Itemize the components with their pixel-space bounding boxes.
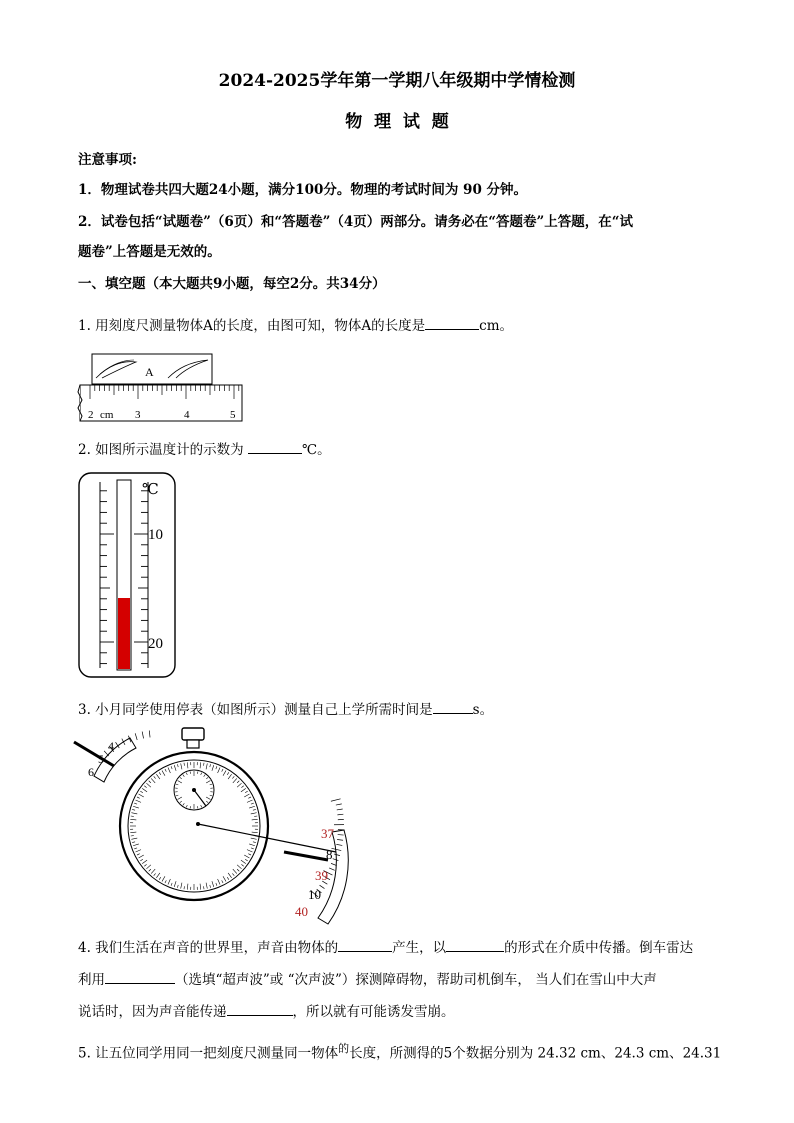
second-zoom-label-40: 40 [295,904,308,919]
q3-text-b: s。 [472,702,494,718]
q4-text-1a: 4. 我们生活在声音的世界里，声音由物体的 [78,940,339,956]
second-zoom-label-39: 39 [315,868,328,883]
thermometer-figure [78,472,178,678]
ruler-label-3: 3 [135,409,141,421]
q5-text-sup: 的 [338,1042,350,1055]
minute-zoom-label-5: 5 [98,752,104,766]
q5-text-a: 5. 让五位同学用同一把刻度尺测量同一物体 [78,1045,339,1062]
ruler-label-5: 5 [230,409,236,421]
minute-zoom-label-6: 6 [88,765,94,779]
notes-item-2a: 2．试卷包括“试题卷”（6页）和“答题卷”（4页）两部分。请务必在“答题卷”上答题，在“试 [78,214,634,230]
q2-answer-blank[interactable] [248,439,302,454]
q4-text-1b: 产生，以 [392,940,447,956]
minute-zoom-scale [74,730,150,782]
q1-answer-blank[interactable] [425,315,479,330]
notes-item-1: 1．物理试卷共四大题24小题，满分100分。物理的考试时间为 90 分钟。 [78,182,528,198]
second-zoom-pointer [284,852,328,860]
q5-text-b: 长度，所测得的5个数据分别为 24.32 cm、24.3 cm、24.31 [349,1045,722,1062]
q4-text-3b: ，所以就有可能诱发雪崩。 [292,1004,455,1020]
q3-text-a: 3. 小月同学使用停表（如图所示）测量自己上学所需时间是 [78,702,433,718]
thermometer-label-20: 20 [148,636,163,652]
question-1 [78,314,513,334]
second-zoom-scale [295,799,348,924]
q4-text-3a: 说话时，因为声音能传递 [78,1004,227,1020]
tick-mark [142,732,143,739]
tick-mark [329,868,334,870]
question-4-line-1 [78,936,693,956]
object-a-label: A [145,365,154,379]
tick-mark [331,799,341,801]
q4-text-2a: 利用 [78,972,105,988]
tick-mark [149,730,150,737]
ruler-label-cm: cm [100,409,114,421]
q4-answer-blank-2[interactable] [446,937,504,952]
question-3 [78,698,493,718]
tick-mark [337,814,343,815]
ruler-figure [78,352,248,422]
thermometer-label-10: 10 [148,527,163,543]
exam-subtitle: 物 理 试 题 [345,112,449,132]
section-heading: 一、填空题（本大题共9小题，每空2分。共34分） [78,276,386,292]
second-zoom-label-10: 10 [308,887,321,902]
question-5 [78,1040,721,1062]
q1-text-a: 1. 用刻度尺测量物体A的长度，由图可知，物体A的长度是 [78,318,426,334]
object-a [92,354,212,384]
thermometer-unit: ℃ [142,482,159,498]
q4-answer-blank-4[interactable] [227,1001,293,1016]
notes-item-2b: 题卷”上答题是无效的。 [78,244,221,260]
question-2 [78,438,331,458]
second-zoom-label-8: 8 [326,847,333,862]
exam-title: 2024-2025学年第一学期八年级期中学情检测 [218,71,576,91]
question-4-line-2 [78,968,657,988]
q3-answer-blank[interactable] [433,699,473,714]
minute-zoom-label-4: 4 [108,739,114,753]
tick-mark [336,804,342,805]
tick-mark [337,809,343,810]
second-zoom-label-37: 37 [321,826,334,841]
notes-heading: 注意事项: [78,152,137,168]
ruler-label-4: 4 [184,409,190,421]
mercury-column [118,598,130,669]
q4-answer-blank-1[interactable] [338,937,392,952]
q4-text-1c: 的形式在介质中传播。倒车雷达 [504,940,694,956]
stopwatch-figure [74,726,374,926]
question-4-line-3 [78,1000,455,1020]
tick-mark [135,733,137,740]
q4-text-2b: （选填“超声波”或 “次声波”）探测障碍物，帮助司机倒车， 当人们在雪山中大声 [175,972,657,988]
q2-text-a: 2. 如图所示温度计的示数为 [78,442,248,458]
q2-text-b: ℃。 [301,442,331,458]
q4-answer-blank-3[interactable] [105,969,175,984]
stopwatch-crown [182,728,204,748]
q1-text-b: cm。 [479,318,514,334]
ruler-label-2: 2 [88,409,94,421]
